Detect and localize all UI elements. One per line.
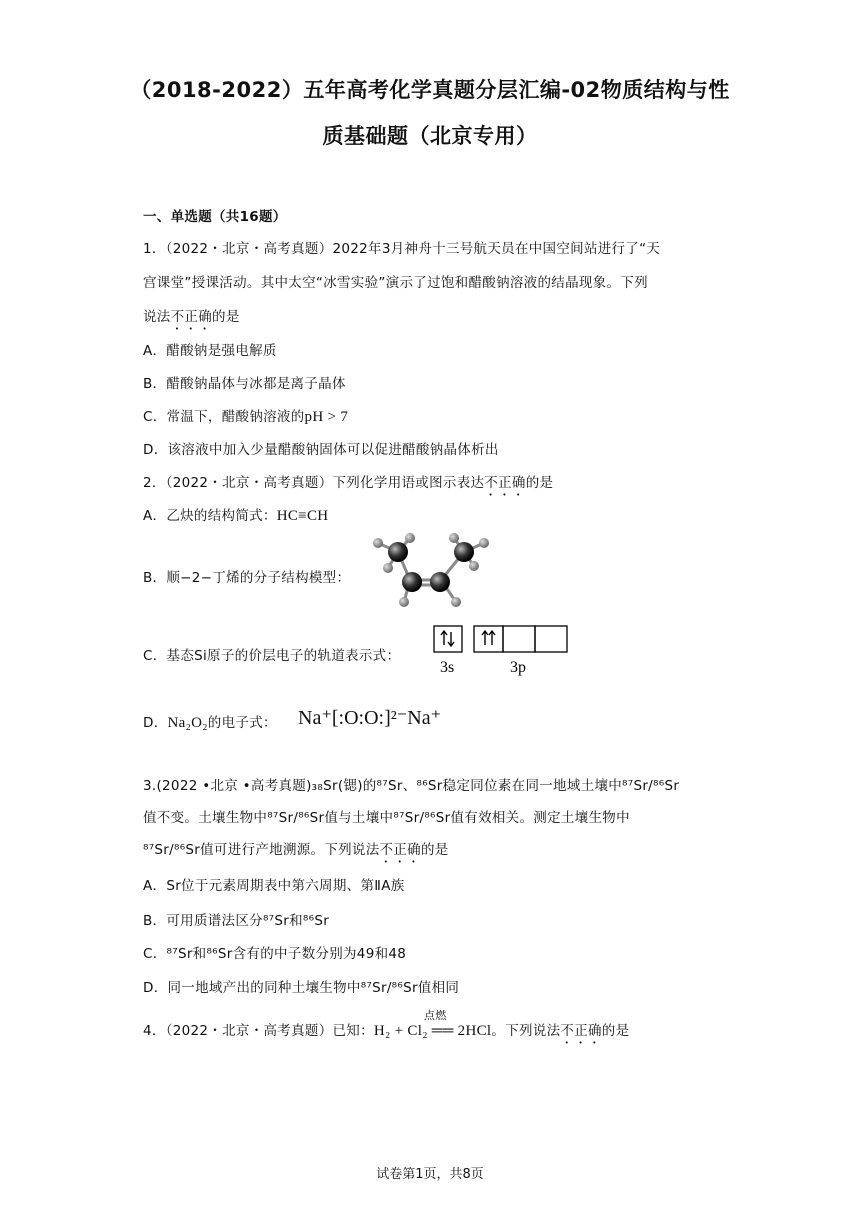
q2-option-d-prefix: D． bbox=[143, 715, 168, 731]
page-title-line-2: 质基础题（北京专用） bbox=[322, 124, 538, 148]
q1-stem-line-1: 1．（2022・北京・高考真题）2022年3月神舟十三号航天员在中国空间站进行了“天 bbox=[143, 241, 661, 257]
q1-stem-line-2: 宫课堂”授课活动。其中太空“冰雪实验”演示了过饱和醋酸钠溶液的结晶现象。下列 bbox=[143, 275, 648, 291]
q4-stem-tail: 的是 bbox=[601, 1023, 630, 1039]
q1-option-d: D．该溶液中加入少量醋酸钠固体可以促进醋酸钠晶体析出 bbox=[143, 442, 499, 458]
q1-stem-tail: 的是 bbox=[212, 309, 240, 325]
orbital-3s-label: 3s bbox=[440, 659, 455, 676]
q2-option-a bbox=[143, 504, 328, 525]
page-footer: 试卷第1页，共8页 bbox=[376, 1167, 484, 1182]
q1-stem-line-3 bbox=[143, 305, 240, 333]
q1-option-a: A．醋酸钠是强电解质 bbox=[143, 343, 277, 359]
q2-option-c: C．基态Si原子的价层电子的轨道表示式： bbox=[143, 648, 401, 664]
q2-stem bbox=[143, 471, 553, 499]
q4-reaction-condition: 点燃 bbox=[423, 1009, 447, 1022]
q2-option-d-text: 的电子式： bbox=[207, 715, 277, 731]
na2o2-electron-formula: Na⁺[:O:O:]²⁻Na⁺ bbox=[298, 707, 442, 729]
q3-stem-line-3 bbox=[143, 838, 449, 866]
q1-stem-text: 说法 bbox=[143, 309, 171, 325]
q1-emphasis: 不正确 bbox=[170, 309, 213, 325]
q3-stem-tail: 的是 bbox=[420, 842, 449, 858]
q4-equation-text: H₂ + Cl₂ ══ 2HCl bbox=[373, 1023, 492, 1039]
q4-stem-text: 4．（2022・北京・高考真题）已知： bbox=[143, 1023, 374, 1039]
q2-stem-tail: 的是 bbox=[525, 475, 554, 491]
q3-stem-text: ⁸⁷Sr/⁸⁶Sr值可进行产地溯源。下列说法 bbox=[143, 842, 380, 858]
na2o2-formula: Na₂O₂ bbox=[167, 715, 208, 731]
q2-stem-text: 2．（2022・北京・高考真题）下列化学用语或图示表达 bbox=[143, 475, 485, 491]
q2-option-d bbox=[143, 711, 277, 732]
cis-2-butene-ball-stick-model bbox=[366, 528, 506, 612]
q3-stem-line-2: 值不变。土壤生物中⁸⁷Sr/⁸⁶Sr值与土壤中⁸⁷Sr/⁸⁶Sr值有效相关。测定土壤生物中 bbox=[143, 810, 630, 826]
q3-option-c: C．⁸⁷Sr和⁸⁶Sr含有的中子数分别为49和48 bbox=[143, 946, 407, 962]
section-heading: 一、单选题（共16题） bbox=[143, 209, 287, 225]
q3-emphasis: 不正确 bbox=[379, 842, 421, 858]
q1-option-c-text: C．常温下，醋酸钠溶液的 bbox=[143, 409, 305, 425]
q1-option-b: B．醋酸钠晶体与冰都是离子晶体 bbox=[143, 376, 346, 392]
ph-formula: pH > 7 bbox=[304, 409, 349, 425]
q3-option-a: A．Sr位于元素周期表中第六周期、第ⅡA族 bbox=[143, 878, 405, 894]
orbital-3p-label: 3p bbox=[510, 659, 526, 676]
q2-emphasis: 不正确 bbox=[484, 475, 526, 491]
q3-stem-line-1: 3.(2022 •北京 •高考真题)₃₈Sr(锶)的⁸⁷Sr、⁸⁶Sr稳定同位素在同一地域土壤中⁸⁷Sr/⁸⁶Sr bbox=[143, 778, 680, 794]
si-orbital-diagram bbox=[430, 622, 572, 680]
q4-equation bbox=[373, 1009, 492, 1040]
acetylene-formula: HC≡CH bbox=[276, 508, 329, 524]
q2-option-b: B．顺−2−丁烯的分子结构模型： bbox=[143, 570, 351, 586]
q1-option-c bbox=[143, 405, 348, 426]
q4-stem bbox=[143, 1009, 630, 1047]
q3-option-b: B．可用质谱法区分⁸⁷Sr和⁸⁶Sr bbox=[143, 913, 330, 929]
q4-stem-mid: 。下列说法 bbox=[491, 1023, 561, 1039]
q2-option-a-text: A．乙炔的结构简式： bbox=[143, 508, 277, 524]
q3-option-d: D．同一地域产出的同种土壤生物中⁸⁷Sr/⁸⁶Sr值相同 bbox=[143, 980, 460, 996]
q4-emphasis: 不正确 bbox=[560, 1023, 602, 1039]
page-title-line-1: （2018-2022）五年高考化学真题分层汇编-02物质结构与性 bbox=[130, 78, 730, 102]
